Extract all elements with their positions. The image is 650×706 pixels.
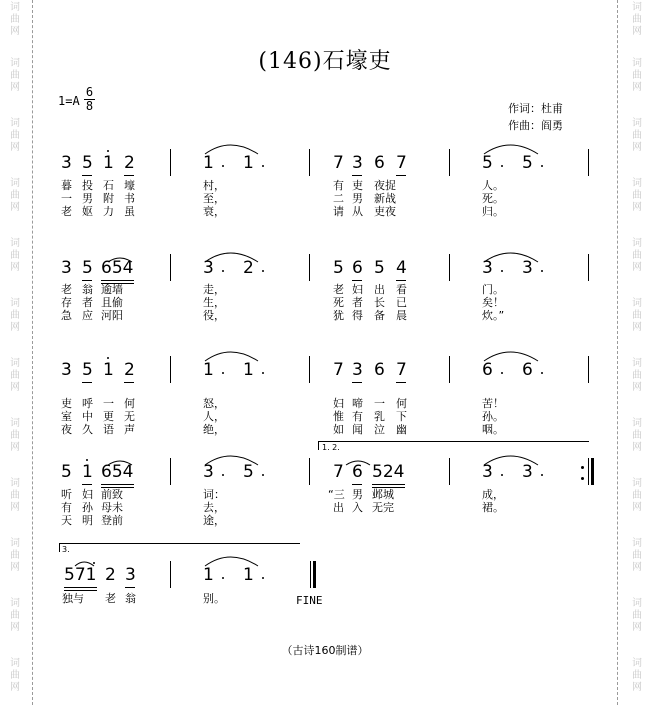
note: 3 [522,258,533,278]
watermark: 词 曲 网 [10,2,20,37]
note: 5 [482,153,493,173]
watermark: 词 曲 网 [10,538,20,573]
time-signature-numerator: 6 [85,85,94,99]
watermark: 词 曲 网 [10,298,20,333]
lyric: 男 [352,192,363,205]
lyric: 男 [82,192,93,205]
note: 2 [124,360,135,380]
watermark: 词 曲 网 [632,178,642,213]
note: 654 [101,258,134,278]
lyric: 有 [61,501,72,514]
note: 1 [243,360,254,380]
note: 1 [203,565,214,585]
lyric: 老 [333,283,344,296]
lyric: 死 [333,296,344,309]
lyric: 请 [333,205,344,218]
lyric: 看 [396,283,407,296]
note: 7 [396,360,407,380]
lyric: 夜 [61,423,72,436]
lyric: 成， [482,488,504,501]
lyric: 妇 [82,488,93,501]
note: 5 [522,153,533,173]
lyric: “三 [328,488,345,501]
time-signature-denominator: 8 [85,99,94,113]
lyric: 壕 [124,179,135,192]
note: 5 [61,462,72,482]
lyric: 人。 [482,179,504,192]
lyric: 词： [203,488,225,501]
lyric: 长 [374,296,385,309]
composer-credit: 作曲：阎勇 [508,119,563,132]
note: 1 [103,153,114,173]
lyric: 至， [203,192,225,205]
lyric: 吏 [352,179,363,192]
lyric: 从 [352,205,363,218]
lyric: 更 [103,410,114,423]
lyric: 老 [105,592,116,605]
lyric: 矣！ [482,296,504,309]
lyric: 咽。 [482,423,504,436]
lyric: 晨 [396,309,407,322]
note: 7 [333,360,344,380]
lyric: 绝， [203,423,225,436]
watermark: 词 曲 网 [632,2,642,37]
watermark: 词 曲 网 [632,538,642,573]
watermark: 词 曲 网 [632,478,642,513]
note: 3 [61,258,72,278]
note: 3 [352,360,363,380]
lyric: 翁 [125,592,136,605]
note: 7 [333,462,344,482]
lyric: 新战 [374,192,396,205]
lyric: 别。 [203,592,225,605]
song-title: (146)石壕吏 [258,49,392,74]
lyric: 书 [124,192,135,205]
lyric: 有 [352,410,363,423]
note: 2 [124,153,135,173]
watermark: 词 曲 网 [10,58,20,93]
lyric: 孙 [82,501,93,514]
note: 6 [374,360,385,380]
lyric: 明 [82,514,93,527]
lyric: 门。 [482,283,504,296]
note: 5 [82,360,93,380]
note: 2 [243,258,254,278]
lyric: 备 [374,309,385,322]
watermark: 词 曲 网 [632,118,642,153]
note: 2 [105,565,116,585]
note: 1 [203,153,214,173]
lyric: 妇 [333,397,344,410]
lyric: 衰， [203,205,225,218]
note: 3 [203,258,214,278]
note: 5 [374,258,385,278]
lyric: 投 [82,179,93,192]
note: 3 [125,565,136,585]
volta-label: 3. [62,545,70,554]
note: 6 [374,153,385,173]
lyric: 何 [396,397,407,410]
lyric: 生， [203,296,225,309]
note: 4 [396,258,407,278]
watermark: 词 曲 网 [10,118,20,153]
lyric: 久 [82,423,93,436]
note: 3 [522,462,533,482]
lyric: 一 [374,397,385,410]
note: 1 [243,153,254,173]
watermark: 词 曲 网 [632,658,642,693]
lyric: 出 [333,501,344,514]
note: 524 [372,462,405,482]
lyric: 妇 [352,283,363,296]
note: 5 [333,258,344,278]
lyric: 无 [124,410,135,423]
note: 6 [352,258,363,278]
note: 1 [103,360,114,380]
lyric: 无完 [372,501,394,514]
watermark: 词 曲 网 [10,178,20,213]
footer-note: （古诗160制谱） [281,644,369,657]
watermark: 词 曲 网 [632,598,642,633]
watermark: 词 曲 网 [10,418,20,453]
note: 5 [82,153,93,173]
watermark: 词 曲 网 [10,598,20,633]
lyric: 入 [352,501,363,514]
fine-marker: FINE [296,594,323,607]
lyric: 翁 [82,283,93,296]
note: 1 [203,360,214,380]
lyric: 已 [396,296,407,309]
lyric: 归。 [482,205,504,218]
lyric: 暮 [61,179,72,192]
lyric: 人， [203,410,225,423]
note: 571 [64,565,97,585]
lyric: 去， [203,501,225,514]
watermark: 词 曲 网 [632,358,642,393]
note: 3 [203,462,214,482]
lyric: 一 [61,192,72,205]
lyric: 逾墙 [101,283,123,296]
watermark: 词 曲 网 [632,238,642,273]
note: 3 [61,360,72,380]
lyric: 犹 [333,309,344,322]
lyric: 裙。 [482,501,504,514]
lyric: 石 [103,179,114,192]
lyric: 存 [61,296,72,309]
note: 3 [352,153,363,173]
lyric: 独与 [62,592,84,605]
lyric: 应 [82,309,93,322]
note: 6 [352,462,363,482]
lyric: 者 [82,296,93,309]
watermark: 词 曲 网 [10,358,20,393]
watermark: 词 曲 网 [10,658,20,693]
lyric: 急 [61,309,72,322]
lyric: 死。 [482,192,504,205]
lyric: 中 [82,410,93,423]
lyric: 下 [396,410,407,423]
lyric: 途， [203,514,225,527]
lyric: 有 [333,179,344,192]
lyric: 孙。 [482,410,504,423]
lyric: 吏夜 [374,205,396,218]
lyric: 得 [352,309,363,322]
note: 7 [396,153,407,173]
lyric: 附 [103,192,114,205]
lyric: 村， [203,179,225,192]
key-signature: 1=A [58,94,80,108]
lyric: 男 [352,488,363,501]
lyric: 役， [203,309,225,322]
lyric: 室 [61,410,72,423]
lyric: 二 [333,192,344,205]
note: 6 [522,360,533,380]
lyricist-credit: 作词：杜甫 [508,102,563,115]
lyric: 邺城 [372,488,394,501]
lyric: 如 [333,423,344,436]
lyric: 前致 [101,488,123,501]
lyric: 老 [61,205,72,218]
note: 5 [243,462,254,482]
note: 3 [61,153,72,173]
lyric: 走， [203,283,225,296]
lyric: 乳 [374,410,385,423]
note: 7 [333,153,344,173]
lyric: 呼 [82,397,93,410]
lyric: 苦！ [482,397,504,410]
lyric: 老 [61,283,72,296]
watermark: 词 曲 网 [632,58,642,93]
lyric: 虽 [124,205,135,218]
watermark: 词 曲 网 [632,298,642,333]
lyric: 者 [352,296,363,309]
lyric: 吏 [61,397,72,410]
lyric: 出 [374,283,385,296]
lyric: 河阳 [101,309,123,322]
lyric: 炊。” [482,309,505,322]
watermark: 词 曲 网 [632,418,642,453]
lyric: 闻 [352,423,363,436]
note: 5 [82,258,93,278]
lyric: 一 [103,397,114,410]
watermark: 词 曲 网 [10,478,20,513]
watermark: 词 曲 网 [10,238,20,273]
lyric: 夜捉 [374,179,396,192]
volta-label: 1. 2. [322,443,340,452]
lyric: 何 [124,397,135,410]
lyric: 啼 [352,397,363,410]
lyric: 且偷 [101,296,123,309]
note: 3 [482,258,493,278]
lyric: 登前 [101,514,123,527]
note: 1 [243,565,254,585]
lyric: 惟 [333,410,344,423]
lyric: 泣 [374,423,385,436]
volta-bracket-3 [59,543,300,552]
lyric: 声 [124,423,135,436]
note: 3 [482,462,493,482]
lyric: 母未 [101,501,123,514]
note: 1 [82,462,93,482]
lyric: 幽 [396,423,407,436]
note: 654 [101,462,134,482]
lyric: 力 [103,205,114,218]
note: 6 [482,360,493,380]
lyric: 天 [61,514,72,527]
lyric: 听 [61,488,72,501]
volta-bracket-1-2 [318,441,589,450]
lyric: 语 [103,423,114,436]
lyric: 妪 [82,205,93,218]
lyric: 怒， [203,397,225,410]
